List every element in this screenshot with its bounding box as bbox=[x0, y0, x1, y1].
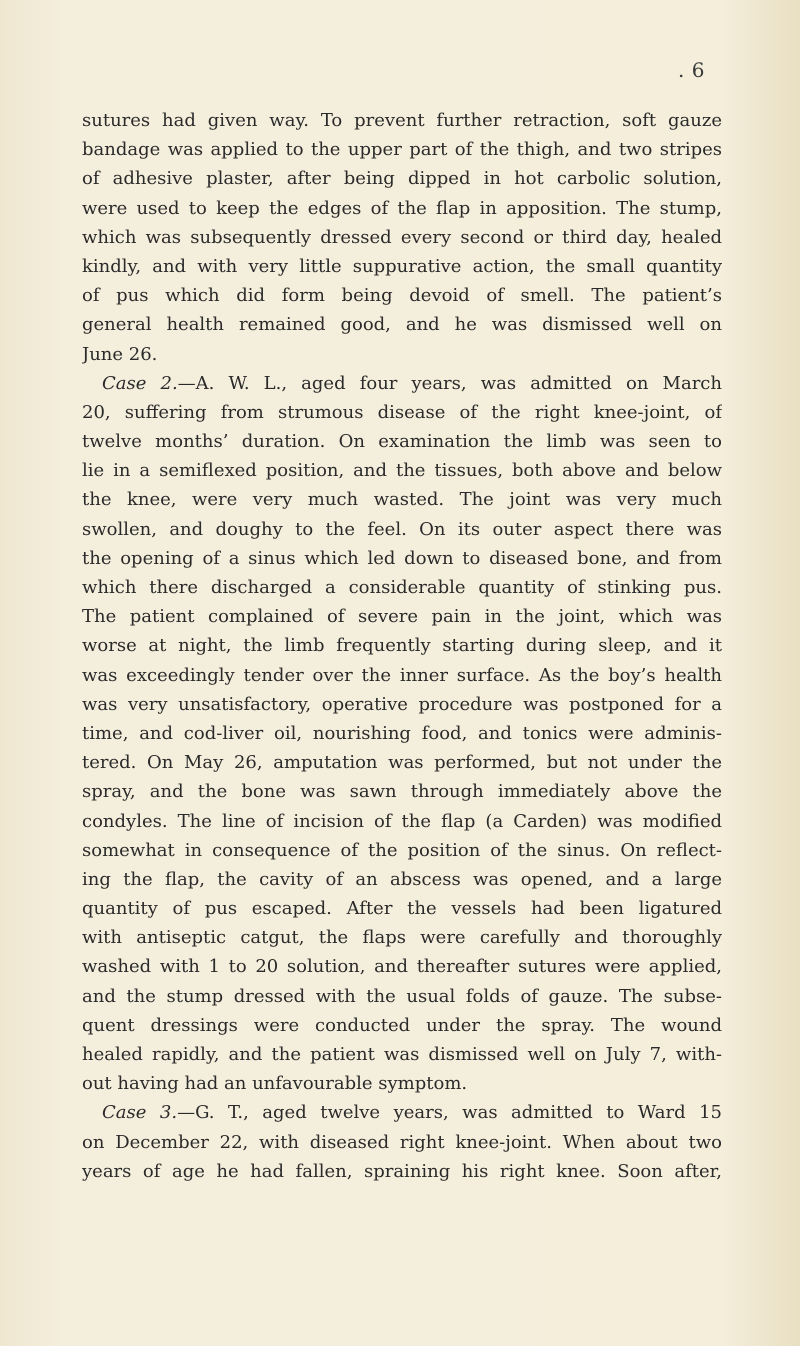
text-line bbox=[82, 310, 722, 339]
line-text: with antiseptic catgut, the flaps were carefully and thoroughly bbox=[82, 927, 722, 949]
line-text: quent dressings were conducted under the spray. The wound bbox=[82, 1014, 722, 1036]
text-line bbox=[82, 427, 722, 456]
line-text: the knee, were very much wasted. The joint was very much bbox=[82, 489, 722, 511]
line-text: kindly, and with very little suppurative action, the small quantity bbox=[82, 255, 722, 277]
line-text: was exceedingly tender over the inner surface. As the boy’s health bbox=[82, 664, 722, 686]
text-line bbox=[82, 894, 722, 923]
text-line bbox=[82, 485, 722, 514]
text-line bbox=[82, 456, 722, 485]
text-line bbox=[82, 1040, 722, 1069]
line-text: which was subsequently dressed every second or third day, healed bbox=[82, 226, 722, 248]
line-text: bandage was applied to the upper part of the thigh, and two stripes bbox=[82, 139, 722, 161]
line-text: and the stump dressed with the usual folds of gauze. The subse- bbox=[82, 985, 722, 1007]
line-text: of adhesive plaster, after being dipped in hot carbolic solution, bbox=[82, 168, 722, 190]
line-text: out having had an unfavourable symptom. bbox=[82, 1073, 468, 1095]
line-text: somewhat in consequence of the position of the sinus. On reflect- bbox=[82, 839, 722, 861]
line-text: washed with 1 to 20 solution, and thereafter sutures were applied, bbox=[82, 956, 722, 978]
line-text: of pus which did form being devoid of smell. The patient’s bbox=[82, 285, 722, 307]
page-number: . 6 bbox=[678, 58, 705, 82]
line-text: —G. T., aged twelve years, was admitted to Ward 15 bbox=[177, 1102, 722, 1124]
case-label: Case 2. bbox=[102, 372, 178, 394]
line-text: healed rapidly, and the patient was dismissed well on July 7, with- bbox=[82, 1044, 722, 1065]
line-text: lie in a semiflexed position, and the tissues, both above and below bbox=[82, 460, 722, 482]
text-line bbox=[82, 865, 722, 894]
text-line bbox=[82, 807, 722, 836]
text-line bbox=[82, 602, 722, 631]
text-line bbox=[82, 836, 722, 865]
line-text: time, and cod-liver oil, nourishing food, and tonics were adminis- bbox=[82, 722, 722, 744]
text-line bbox=[82, 515, 722, 544]
line-text: tered. On May 26, amputation was performed, but not under the bbox=[82, 752, 722, 774]
text-line bbox=[82, 135, 722, 164]
line-text: were used to keep the edges of the flap in apposition. The stump, bbox=[82, 197, 722, 219]
line-text: 20, suffering from strumous disease of the right knee-joint, of bbox=[82, 401, 722, 423]
text-line bbox=[82, 748, 722, 777]
case-label: Case 3. bbox=[102, 1102, 178, 1124]
line-text: twelve months’ duration. On examination the limb was seen to bbox=[82, 431, 722, 453]
text-line bbox=[82, 982, 722, 1011]
text-line bbox=[82, 952, 722, 981]
line-text: spray, and the bone was sawn through immediately above the bbox=[82, 781, 722, 803]
text-line bbox=[82, 1157, 722, 1186]
line-text: The patient complained of severe pain in the joint, which was bbox=[82, 606, 722, 628]
line-text: condyles. The line of incision of the flap (a Carden) was modified bbox=[82, 810, 722, 832]
text-line bbox=[82, 661, 722, 690]
line-text: was very unsatisfactory, operative procedure was postponed for a bbox=[82, 693, 722, 715]
line-text: on December 22, with diseased right knee-joint. When about two bbox=[82, 1131, 722, 1153]
text-line bbox=[82, 1069, 722, 1098]
line-text: swollen, and doughy to the feel. On its outer aspect there was bbox=[82, 518, 722, 540]
line-text: —A. W. L., aged four years, was admitted on March bbox=[177, 372, 722, 394]
line-text: June 26. bbox=[82, 343, 158, 365]
text-line bbox=[82, 1128, 722, 1157]
text-line bbox=[82, 398, 722, 427]
text-line bbox=[82, 777, 722, 806]
line-text: which there discharged a considerable quantity of stinking pus. bbox=[82, 577, 722, 598]
text-line bbox=[82, 164, 722, 193]
text-line bbox=[82, 106, 722, 135]
text-line bbox=[82, 631, 722, 660]
case-heading-line bbox=[82, 1098, 722, 1127]
line-text: quantity of pus escaped. After the vessels had been ligatured bbox=[82, 898, 722, 920]
text-line bbox=[82, 719, 722, 748]
case-heading-line bbox=[82, 369, 722, 398]
text-line bbox=[82, 281, 722, 310]
text-line bbox=[82, 340, 722, 369]
text-line bbox=[82, 223, 722, 252]
text-line bbox=[82, 544, 722, 573]
text-line bbox=[82, 194, 722, 223]
line-text: general health remained good, and he was dismissed well on bbox=[82, 314, 722, 336]
text-line bbox=[82, 573, 722, 602]
text-line bbox=[82, 252, 722, 281]
text-line bbox=[82, 1011, 722, 1040]
line-text: sutures had given way. To prevent further retraction, soft gauze bbox=[82, 110, 722, 131]
text-line bbox=[82, 923, 722, 952]
line-text: worse at night, the limb frequently starting during sleep, and it bbox=[82, 635, 722, 657]
line-text: the opening of a sinus which led down to diseased bone, and from bbox=[82, 547, 722, 569]
body-text bbox=[82, 106, 722, 1186]
text-line bbox=[82, 690, 722, 719]
line-text: ing the flap, the cavity of an abscess was opened, and a large bbox=[82, 868, 722, 890]
line-text: years of age he had fallen, spraining his right knee. Soon after, bbox=[82, 1160, 722, 1182]
